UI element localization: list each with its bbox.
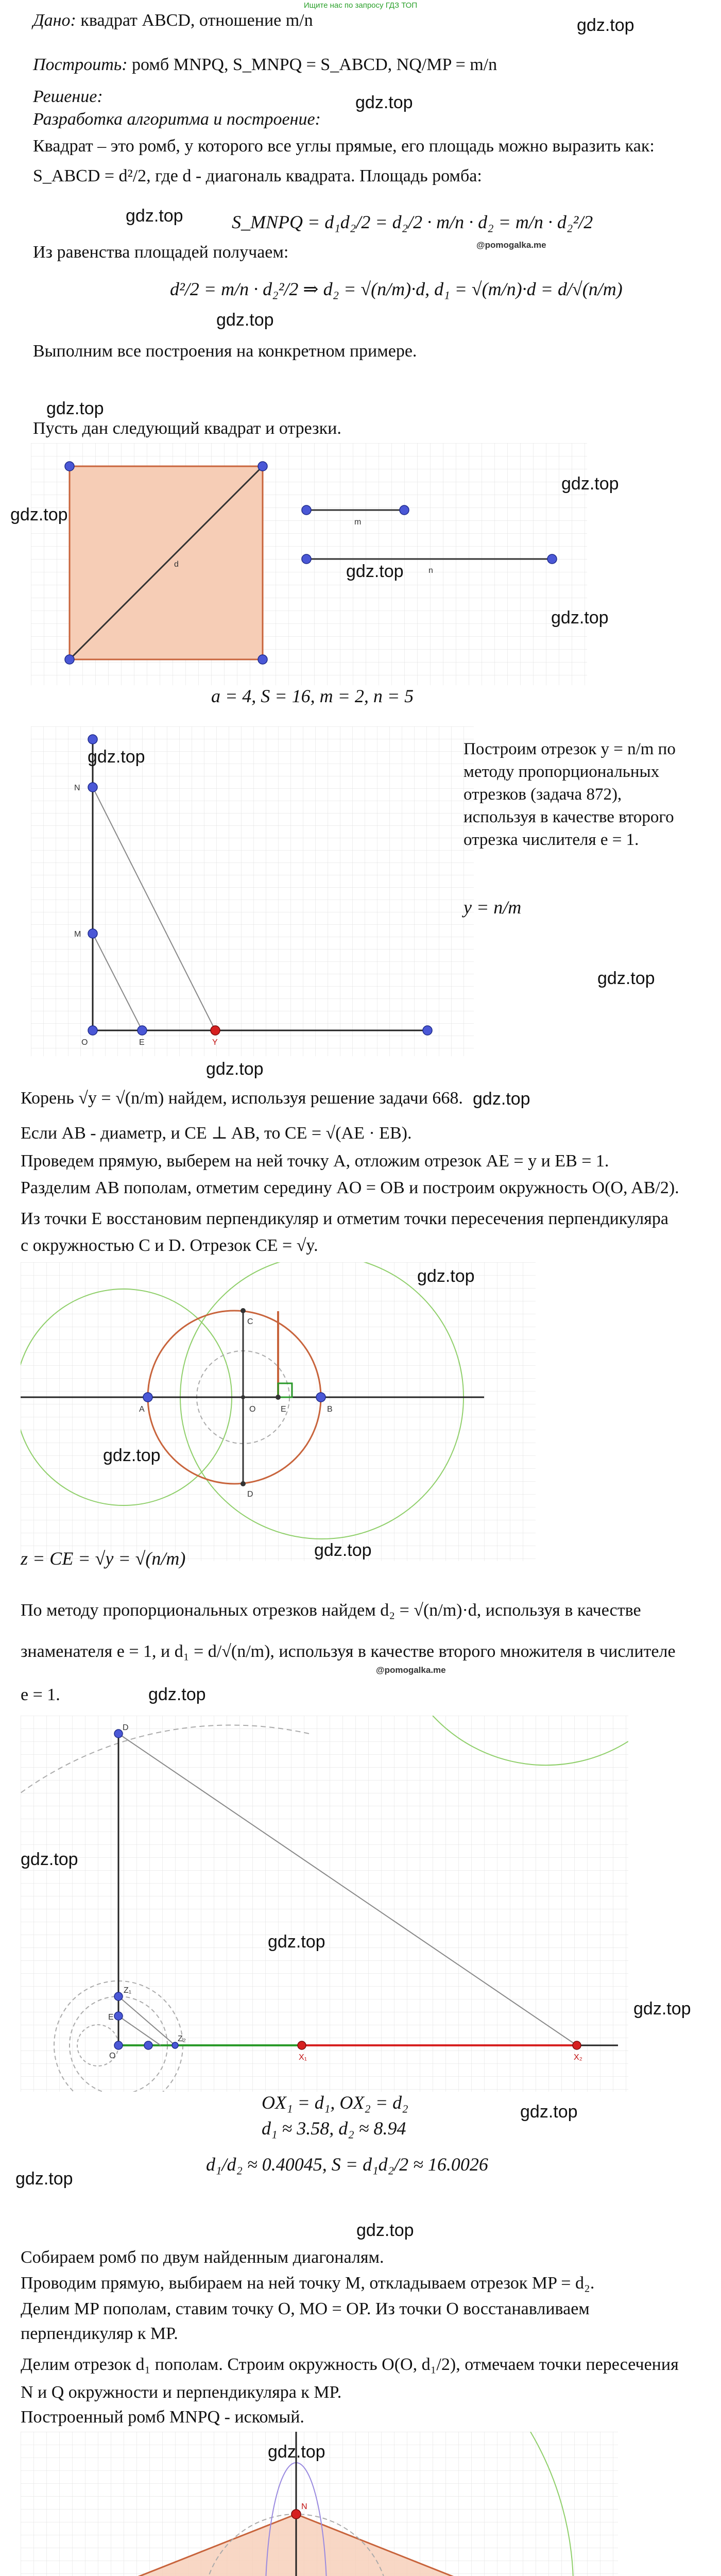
label-x1: X₁: [299, 2053, 307, 2062]
fig2-formula: y = n/m: [464, 897, 522, 918]
watermark: gdz.top: [126, 206, 183, 226]
label-e: E: [139, 1038, 145, 1047]
fig2-text-line: отрезков (задача 872),: [464, 785, 622, 804]
label-d: D: [123, 1723, 129, 1732]
given-line: [33, 10, 313, 31]
paragraph-2: Из равенства площадей получаем:: [33, 243, 289, 262]
construct-label: Построить:: [33, 55, 128, 74]
given-text: квадрат ABCD, отношение m/n: [80, 11, 313, 30]
paragraph-5: Корень √y = √(n/m) найдем, используя решение задачи 668.: [21, 1089, 463, 1108]
label-b: B: [327, 1405, 333, 1414]
watermark: gdz.top: [21, 1850, 78, 1869]
label-a: A: [139, 1405, 145, 1414]
result-line-3: d₁/d₂ ≈ 0.40045, S = d₁d₂/2 ≈ 16.0026: [206, 2154, 488, 2175]
label-e: E: [108, 2013, 114, 2022]
figure-square-and-segments: [31, 443, 587, 685]
watermark: gdz.top: [346, 562, 404, 581]
watermark: gdz.top: [10, 505, 68, 524]
paragraph-1b: S_ABCD = d²/2, где d - диагональ квадрата. Площадь ромба:: [33, 166, 482, 185]
watermark: gdz.top: [88, 747, 145, 767]
label-m: m: [354, 518, 362, 527]
label-z1: Z₁: [124, 1986, 132, 1995]
grid: [31, 726, 474, 1056]
formula-rhombus-area: S_MNPQ = d₁d₂/2 = d₂/2 · m/n · d₂ = m/n · d₂²/2: [232, 212, 593, 232]
watermark: gdz.top: [314, 1540, 372, 1560]
paragraph-16: Проводим прямую, выбираем на ней точку M, откладываем отрезок MP = d₂.: [21, 2274, 595, 2293]
figure-geometric-mean: [21, 1262, 536, 1561]
point-y: [211, 1026, 220, 1035]
watermark: gdz.top: [216, 310, 274, 330]
watermark: gdz.top: [356, 2221, 414, 2240]
algo-label: Разработка алгоритма и построение:: [33, 110, 321, 129]
figure-diagonals: [21, 1716, 628, 2092]
paragraph-3: Выполним все построения на конкретном примере.: [33, 342, 417, 361]
paragraph-20: N и Q окружности и перпендикуляра к MP.: [21, 2383, 342, 2402]
fig2-text-line: методу пропорциональных: [464, 762, 660, 781]
paragraph-9: Из точки E восстановим перпендикуляр и отметим точки пересечения перпендикуляра: [21, 1209, 668, 1228]
watermark: gdz.top: [417, 1266, 475, 1286]
watermark: gdz.top: [355, 93, 413, 112]
watermark: gdz.top: [577, 15, 634, 35]
given-label: Дано:: [33, 11, 76, 30]
fig2-text: [464, 738, 676, 851]
paragraph-11: z = CE = √y = √(n/m): [21, 1548, 186, 1569]
label-y: Y: [212, 1038, 218, 1047]
figure-proportional-segments: [31, 726, 474, 1056]
construct-line: [33, 55, 497, 75]
paragraph-19: Делим отрезок d₁ пополам. Строим окружность O(O, d₁/2), отмечаем точки пересечения: [21, 2355, 679, 2374]
paragraph-8: Разделим AB пополам, отметим середину AO = OB и построим окружность O(O, AB/2).: [21, 1178, 679, 1197]
paragraph-10: с окружностью C и D. Отрезок CE = √y.: [21, 1236, 318, 1255]
label-n: N: [301, 2502, 307, 2511]
watermark-pomogalka: @pomogalka.me: [376, 1665, 446, 1675]
label-d: D: [247, 1490, 253, 1499]
label-d: d: [174, 560, 179, 569]
grid: [21, 1262, 536, 1561]
solution-label: Решение:: [33, 87, 103, 106]
fig2-text-line: Построим отрезок y = n/m по: [464, 740, 676, 758]
watermark: gdz.top: [633, 1999, 691, 2019]
result-line-1: OX₁ = d₁, OX₂ = d₂: [262, 2092, 408, 2113]
label-x2: X₂: [574, 2053, 582, 2062]
paragraph-7: Проведем прямую, выберем на ней точку A, отложим отрезок AE = y и EB = 1.: [21, 1151, 609, 1171]
label-e: E: [281, 1405, 286, 1414]
label-n: N: [74, 784, 80, 792]
label-z2: Z₂: [178, 2035, 186, 2043]
label-c: C: [247, 1317, 253, 1326]
label-n: n: [428, 566, 433, 575]
label-o: O: [81, 1038, 88, 1047]
values-line: a = 4, S = 16, m = 2, n = 5: [211, 686, 414, 706]
watermark: gdz.top: [473, 1089, 530, 1109]
paragraph-1: Квадрат – это ромб, у которого все углы прямые, его площадь можно выразить как:: [33, 137, 655, 156]
fig2-text-line: отрезка числителя e = 1.: [464, 831, 639, 849]
label-o: O: [249, 1405, 256, 1414]
paragraph-18: перпендикуляр к MP.: [21, 2324, 178, 2343]
paragraph-17: Делим MP пополам, ставим точку O, MO = OP. Из точки O восстанавливаем: [21, 2299, 590, 2318]
formula-diagonals: d²/2 = m/n · d₂²/2 ⇒ d₂ = √(n/m)·d, d₁ = √(m/n)·d = d/√(n/m): [170, 279, 623, 299]
label-m: M: [74, 930, 81, 939]
watermark: gdz.top: [15, 2169, 73, 2189]
result-line-2: d₁ ≈ 3.58, d₂ ≈ 8.94: [262, 2118, 406, 2139]
paragraph-6: Если AB - диаметр, и CE ⊥ AB, то CE = √(AE · EB).: [21, 1124, 412, 1143]
paragraph-21: Построенный ромб MNPQ - искомый.: [21, 2408, 304, 2427]
paragraph-15: Собираем ромб по двум найденным диагоналям.: [21, 2248, 384, 2267]
construct-text: ромб MNPQ, S_MNPQ = S_ABCD, NQ/MP = m/n: [132, 55, 497, 74]
watermark: gdz.top: [597, 969, 655, 988]
watermark: gdz.top: [206, 1059, 264, 1079]
paragraph-14: e = 1.: [21, 1685, 60, 1704]
watermark: gdz.top: [46, 399, 104, 418]
watermark: gdz.top: [103, 1446, 161, 1465]
watermark: gdz.top: [268, 2442, 325, 2462]
watermark: gdz.top: [551, 608, 609, 628]
watermark: gdz.top: [561, 474, 619, 494]
paragraph-4: Пусть дан следующий квадрат и отрезки.: [33, 419, 341, 438]
watermark: gdz.top: [520, 2102, 578, 2122]
watermark: gdz.top: [148, 1685, 206, 1704]
paragraph-12: По методу пропорциональных отрезков найдем d₂ = √(n/m)·d, используя в качестве: [21, 1601, 641, 1620]
header-link[interactable]: Ищите нас по запросу ГДЗ ТОП: [303, 1, 418, 10]
fig2-text-line: используя в качестве второго: [464, 808, 674, 826]
watermark: gdz.top: [268, 1932, 325, 1952]
grid: [21, 1716, 628, 2092]
label-o: O: [109, 2052, 116, 2060]
paragraph-13: знаменателя e = 1, и d₁ = d/√(n/m), используя в качестве второго множителя в числителе: [21, 1642, 676, 1661]
watermark-pomogalka: @pomogalka.me: [476, 240, 546, 250]
